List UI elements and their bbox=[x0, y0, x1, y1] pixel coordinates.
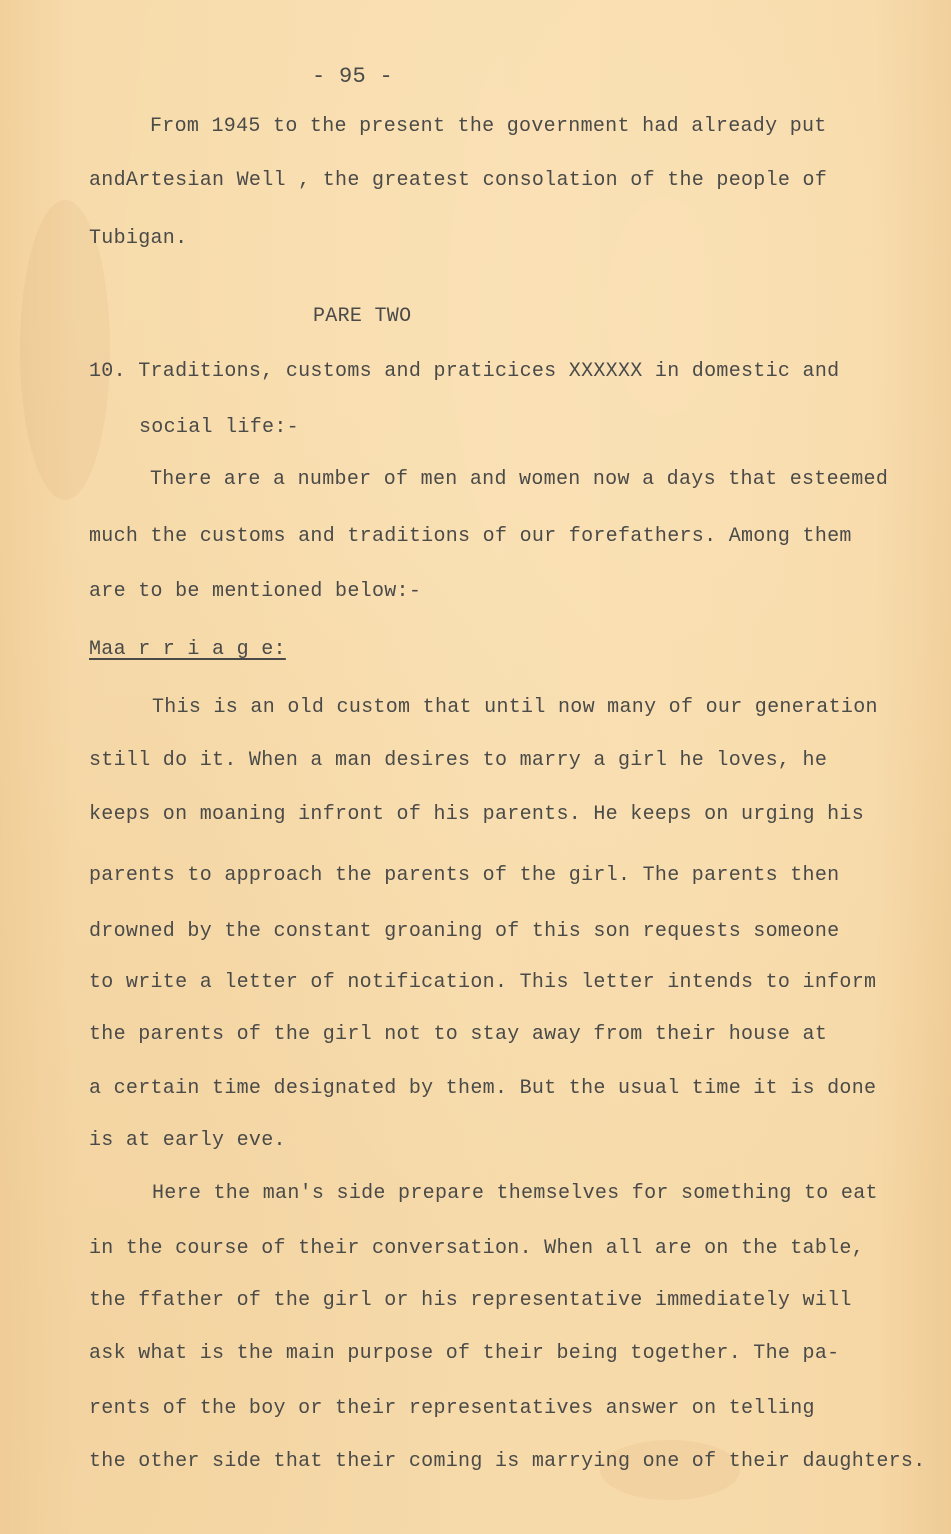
text-line: ask what is the main purpose of their being together. The pa- bbox=[89, 1342, 840, 1365]
text-line: the other side that their coming is marrying one of their daughters. bbox=[89, 1450, 926, 1473]
marriage-heading: Maa r r i a g e: bbox=[89, 638, 286, 661]
text-line: the ffather of the girl or his representative immediately will bbox=[89, 1289, 852, 1312]
part-heading: PARE TWO bbox=[313, 305, 412, 328]
text-line: still do it. When a man desires to marry a girl he loves, he bbox=[89, 749, 828, 772]
text-line: There are a number of men and women now a days that esteemed bbox=[150, 468, 889, 491]
text-line: in the course of their conversation. When all are on the table, bbox=[89, 1237, 865, 1260]
section-title-line: 10. Traditions, customs and praticices XXXXXX in domestic and bbox=[89, 360, 840, 383]
text-line: parents to approach the parents of the girl. The parents then bbox=[89, 864, 840, 887]
text-line: From 1945 to the present the government had already put bbox=[150, 115, 827, 138]
text-line: Tubigan. bbox=[89, 227, 188, 250]
text-line: keeps on moaning infront of his parents. He keeps on urging his bbox=[89, 803, 865, 826]
text-line: This is an old custom that until now many of our generation bbox=[152, 696, 878, 719]
text-line: drowned by the constant groaning of this son requests someone bbox=[89, 920, 840, 943]
text-line: andArtesian Well , the greatest consolation of the people of bbox=[89, 169, 828, 192]
text-line: rents of the boy or their representatives answer on telling bbox=[89, 1397, 815, 1420]
text-line: the parents of the girl not to stay away from their house at bbox=[89, 1023, 828, 1046]
text-line: a certain time designated by them. But the usual time it is done bbox=[89, 1077, 877, 1100]
text-line: are to be mentioned below:- bbox=[89, 580, 422, 603]
text-line: much the customs and traditions of our forefathers. Among them bbox=[89, 525, 852, 548]
text-line: to write a letter of notification. This letter intends to inform bbox=[89, 971, 877, 994]
text-line: Here the man's side prepare themselves for something to eat bbox=[152, 1182, 878, 1205]
page-number: - 95 - bbox=[312, 64, 394, 89]
section-title-line: social life:- bbox=[139, 416, 299, 439]
text-line: is at early eve. bbox=[89, 1129, 286, 1152]
